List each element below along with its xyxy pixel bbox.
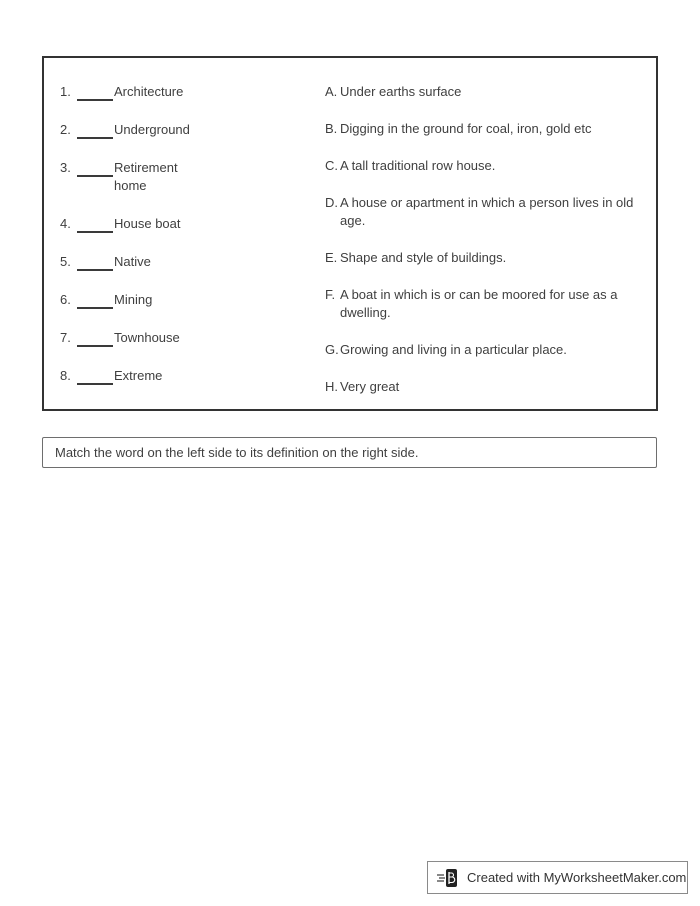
word-item	[60, 253, 325, 271]
word-label: Native	[114, 254, 151, 269]
word-column	[60, 83, 325, 384]
definition-item	[325, 194, 648, 230]
definition-item	[325, 120, 648, 138]
definition-letter: B.	[325, 121, 338, 136]
answer-blank[interactable]	[77, 215, 113, 233]
word-label: Architecture	[114, 84, 184, 99]
matching-exercise-box	[42, 56, 658, 411]
definition-text: Very great	[340, 379, 400, 394]
word-item	[60, 121, 325, 139]
instructions-text: Match the word on the left side to its definition on the right side.	[55, 445, 419, 460]
definition-text: A house or apartment in which a person lives in old age.	[340, 195, 634, 228]
item-number: 6.	[60, 292, 71, 307]
word-label: Retirement home	[114, 160, 178, 193]
word-label: Underground	[114, 122, 190, 137]
definition-item	[325, 249, 648, 267]
definition-text: Shape and style of buildings.	[340, 250, 507, 265]
definition-column	[325, 83, 648, 394]
item-number: 8.	[60, 368, 71, 383]
word-label: House boat	[114, 216, 181, 231]
item-number: 4.	[60, 216, 71, 231]
credit-badge	[427, 861, 688, 894]
definition-text: Under earths surface	[340, 84, 462, 99]
definition-text: A boat in which is or can be moored for use as a dwelling.	[340, 287, 618, 320]
item-number: 3.	[60, 160, 71, 175]
definition-letter: E.	[325, 250, 338, 265]
word-label: Townhouse	[114, 330, 180, 345]
answer-blank[interactable]	[77, 291, 113, 309]
word-item	[60, 215, 325, 233]
answer-blank[interactable]	[77, 159, 113, 177]
definition-item	[325, 83, 648, 101]
item-number: 2.	[60, 122, 71, 137]
definition-text: Growing and living in a particular place.	[340, 342, 567, 357]
definition-item	[325, 341, 648, 359]
definition-text: A tall traditional row house.	[340, 158, 496, 173]
word-item	[60, 329, 325, 347]
instructions-box	[42, 437, 657, 468]
answer-blank[interactable]	[77, 329, 113, 347]
item-number: 1.	[60, 84, 71, 99]
answer-blank[interactable]	[77, 367, 113, 385]
word-label: Extreme	[114, 368, 163, 383]
worksheet-maker-logo-icon	[437, 868, 461, 888]
definition-letter: H.	[325, 379, 338, 394]
definition-letter: D.	[325, 195, 338, 210]
definition-item	[325, 378, 648, 396]
definition-item	[325, 157, 648, 175]
definition-letter: A.	[325, 84, 338, 99]
word-item	[60, 367, 325, 385]
definition-letter: G.	[325, 342, 339, 357]
word-item	[60, 83, 325, 101]
answer-blank[interactable]	[77, 121, 113, 139]
answer-blank[interactable]	[77, 83, 113, 101]
definition-item	[325, 286, 648, 322]
definition-letter: F.	[325, 287, 336, 302]
credit-text: Created with MyWorksheetMaker.com	[467, 870, 687, 885]
answer-blank[interactable]	[77, 253, 113, 271]
word-label: Mining	[114, 292, 153, 307]
item-number: 7.	[60, 330, 71, 345]
definition-letter: C.	[325, 158, 338, 173]
word-item	[60, 291, 325, 309]
word-item	[60, 159, 325, 195]
item-number: 5.	[60, 254, 71, 269]
definition-text: Digging in the ground for coal, iron, gold etc	[340, 121, 592, 136]
